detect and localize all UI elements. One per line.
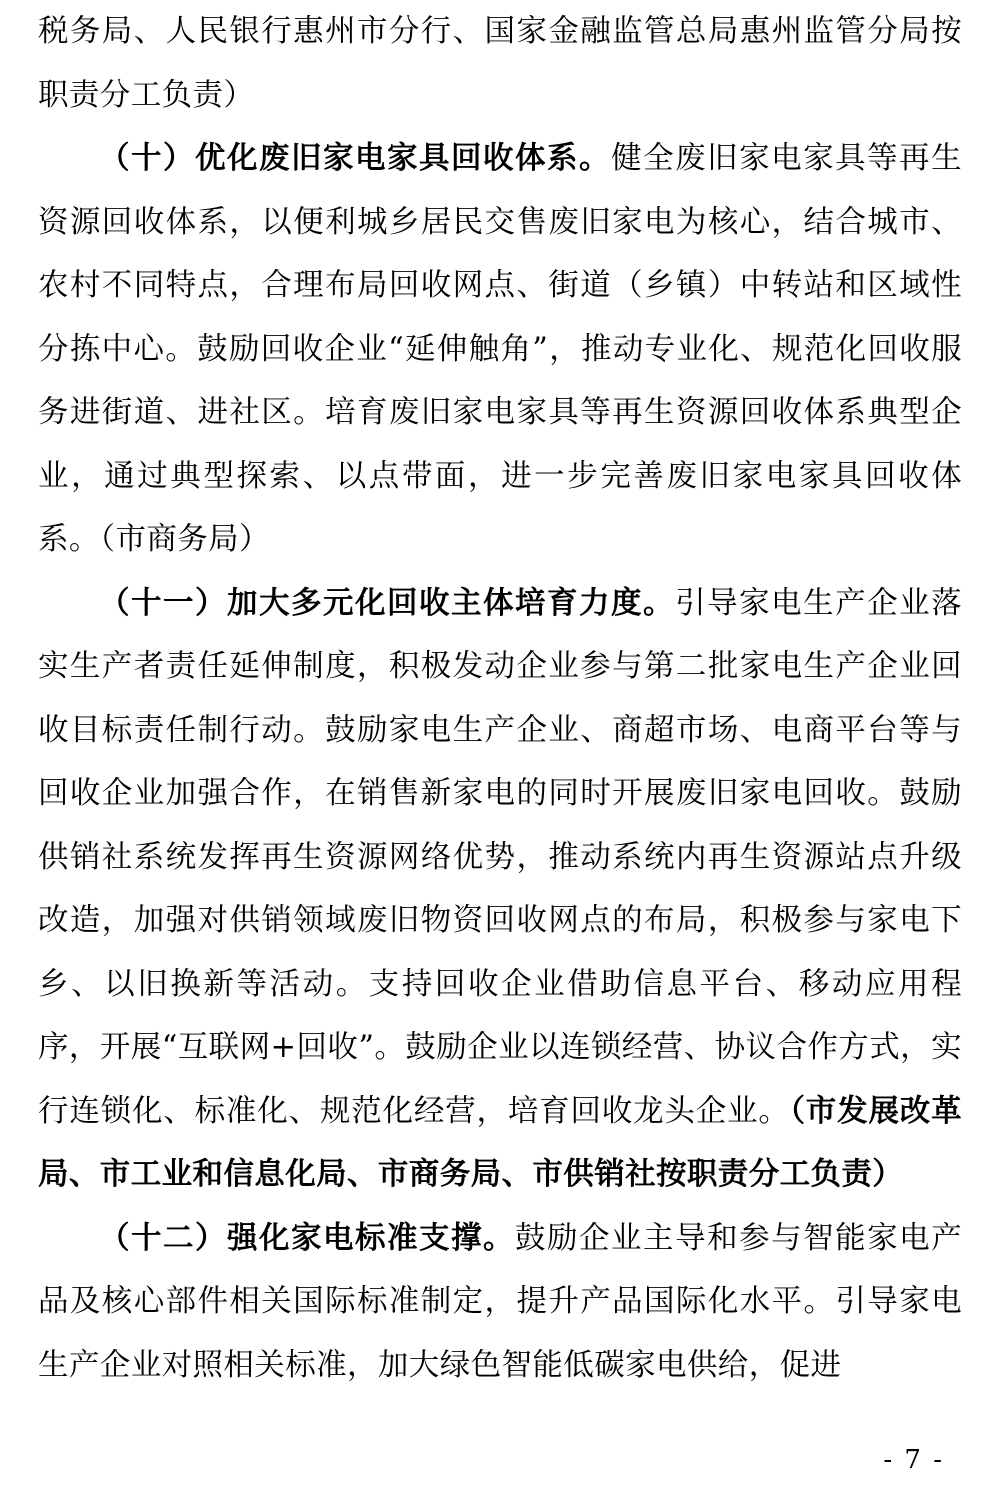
paragraph-item-12 bbox=[38, 1207, 962, 1398]
page-number: - 7 - bbox=[883, 1445, 944, 1475]
paragraph-item-10-lead: （十）优化废旧家电家具回收体系。 bbox=[99, 140, 612, 176]
paragraph-item-10-text: 健全废旧家电家具等再生资源回收体系，以便利城乡居民交售废旧家电为核心，结合城市、农村不同特点，合理布局回收网点、街道（乡镇）中转站和区域性分拣中心。鼓励回收企业“延伸触角”，推动专业化、规范化回收服务进街道、进社区。培育废旧家电家具等再生资源回收体系典型企业，通过典型探索、以点带面，进一步完善废旧家电家具回收体系。（市商务局） bbox=[38, 141, 962, 557]
paragraph-item-11-text: 引导家电生产企业落实生产者责任延伸制度，积极发动企业参与第二批家电生产企业回收目标责任制行动。鼓励家电生产企业、商超市场、电商平台等与回收企业加强合作，在销售新家电的同时开展废旧家电回收。鼓励供销社系统发挥再生资源网络优势，推动系统内再生资源站点升级改造，加强对供销领域废旧物资回收网点的布局，积极参与家电下乡、以旧换新等活动。支持回收企业借助信息平台、移动应用程序，开展“互联网+回收”。鼓励企业以连锁经营、协议合作方式，实行连锁化、标准化、规范化经营，培育回收龙头企业。 bbox=[38, 585, 962, 1129]
paragraph-continuation bbox=[38, 0, 962, 127]
paragraph-item-12-text: 鼓励企业主导和参与智能家电产品及核心部件相关国际标准制定，提升产品国际化水平。引导家电生产企业对照相关标准，加大绿色智能低碳家电供给，促进 bbox=[38, 1220, 962, 1383]
paragraph-item-10 bbox=[38, 127, 962, 572]
document-body bbox=[38, 0, 962, 1397]
paragraph-item-11 bbox=[38, 572, 962, 1207]
paragraph-item-11-lead: （十一）加大多元化回收主体培育力度。 bbox=[99, 584, 676, 621]
paragraph-item-11-tail: （市发展改革局、市工业和信息化局、市商务局、市供销社按职责分工负责） bbox=[38, 1092, 962, 1192]
paragraph-continuation-text: 税务局、人民银行惠州市分行、国家金融监管总局惠州监管分局按职责分工负责） bbox=[38, 14, 962, 113]
paragraph-item-12-lead: （十二）强化家电标准支撑。 bbox=[99, 1219, 516, 1256]
